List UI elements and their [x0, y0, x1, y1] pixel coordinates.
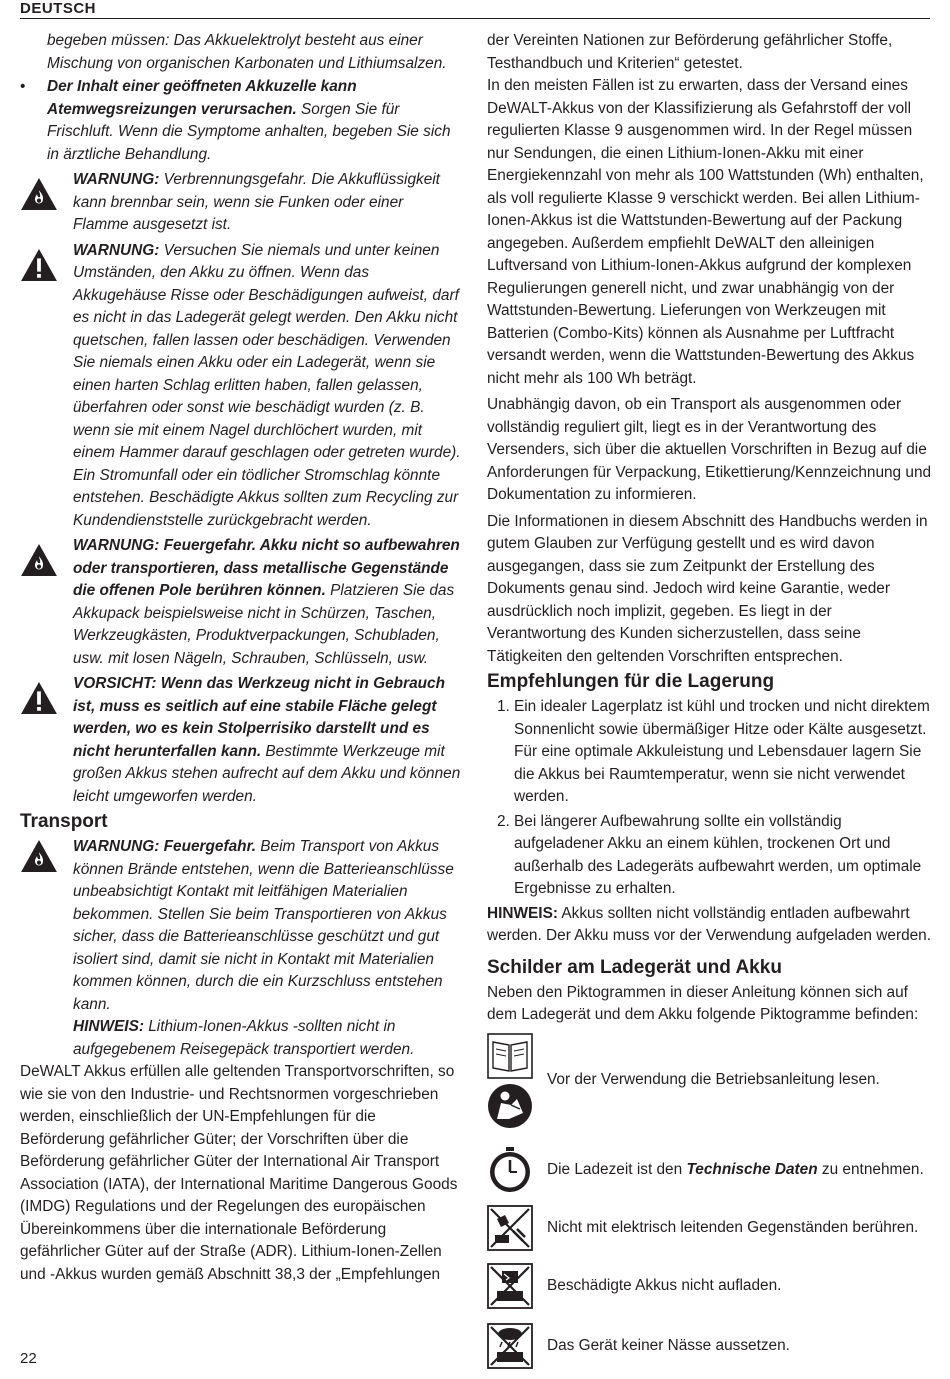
disclaimer-paragraph: Die Informationen in diesem Abschnitt des Handbuchs werden in gutem Glauben zur Verfügung gestellt und es wird davon ausgegangen, dass sie zum Zeitpunkt der Erstellung des Dokuments genau sind. Jedoch wird keine Garantie, weder ausdrücklich noch implizit, gegeben. Es liegt in der Verantwortung des Kunden sicherzustellen, dass seine Tätigkeiten den geltenden Vorschriften entsprechen.	[487, 512, 928, 665]
pictogram-no-touch-label: Nicht mit elektrisch leitenden Gegenständen berühren.	[547, 1218, 919, 1236]
pictogram-charge-label	[547, 1159, 924, 1182]
list-text: Ein idealer Lagerplatz ist kühl und trocken und nicht direktem Sonnenlicht sowie übermäßiger Hitze oder Kälte ausgesetzt. Für eine optimale Akkuleistung und Lebensdauer lagern Sie die Akkus bei Raumtemperatur, wenn sie nicht verwendet werden.	[514, 698, 930, 805]
warning-label: WARNUNG:	[73, 171, 160, 188]
note-body: Lithium-Ionen-Akkus -sollten nicht in aufgegebenem Reisegepäck transportiert werden.	[73, 1018, 415, 1058]
list-item	[487, 696, 932, 809]
bullet-rest: Sorgen Sie für Frischluft. Wenn die Symptome anhalten, begeben Sie sich in ärztliche Behandlung.	[47, 100, 451, 163]
caution-bold: VORSICHT: Wenn das Werkzeug nicht in Gebrauch ist, muss es seitlich auf eine stabile Fläche gelegt werden, wo es kein Stolperrisiko darstellt und es nicht herunterfallen kann.	[73, 675, 445, 760]
warning-general-1	[20, 240, 462, 533]
warning-fire-1-text	[73, 169, 462, 237]
pictogram-no-touch-row	[487, 1205, 932, 1263]
pictogram-manual-row	[487, 1033, 932, 1143]
pictogram-manual-label: Vor der Verwendung die Betriebsanleitung lesen.	[547, 1070, 880, 1088]
note-label: HINWEIS:	[73, 1018, 144, 1035]
warning-label: WARNUNG:	[73, 241, 160, 259]
fire-warning-icon	[20, 839, 58, 873]
stopwatch-icon	[487, 1147, 533, 1193]
warning-bold: WARNUNG: Feuergefahr.	[73, 838, 256, 855]
caution-body: Bestimmte Werkzeuge mit großen Akkus stehen aufrecht auf dem Akku und können leicht umgeworfen werden.	[73, 742, 461, 805]
pictogram-wet-row	[487, 1323, 932, 1379]
warning-body: Platzieren Sie das Akkupack beispielsweise nicht in Schürzen, Taschen, Werkzeugkästen, Produktverpackungen, Schubladen, usw. mit losen Nägeln, Schrauben, Schlüsseln, usw.	[73, 582, 455, 667]
language-label: DEUTSCH	[20, 0, 97, 17]
bullet-dot: •	[20, 78, 26, 95]
transport-note	[73, 1016, 462, 1061]
read-manual-icon	[487, 1083, 533, 1129]
bullet-bold: Der Inhalt einer geöffneten Akkuzelle kann Atemwegsreizungen verursachen.	[47, 78, 357, 118]
charge-text-bold: Technische Daten	[686, 1160, 818, 1178]
intro-continuation: begeben müssen: Das Akkuelektrolyt besteht aus einer Mischung von organischen Karbonaten und Lithiumsalzen.	[47, 32, 447, 72]
list-text: Bei längerer Aufbewahrung sollte ein vollständig aufgeladener Akku an einem kühlen, trockenen Ort und außerhalb des Ladegeräts aufbewahrt werden, um optimale Ergebnisse zu erhalten.	[514, 812, 922, 897]
pictogram-list	[487, 1033, 932, 1379]
storage-list	[487, 696, 932, 901]
charge-text-post: zu entnehmen.	[817, 1160, 924, 1178]
transport-paragraph: DeWALT Akkus erfüllen alle geltenden Transportvorschriften, so wie sie von den Industrie- und Rechtsnormen vorgeschrieben werden, einschließlich der UN-Empfehlungen für die Beförderung gefährlicher Güter; der Vorschriften über die Beförderung gefährlicher Güter der International Air Transport Association (IATA), der International Maritime Dangerous Goods (IMDG) Regulations und der Regelungen des europäischen Übereinkommens über die internationale Beförderung gefährlicher Güter auf der Straße (ADR). Lithium-Ionen-Zellen und -Akkus wurden gemäß Abschnitt 38,3 der „Empfehlungen	[20, 1063, 458, 1283]
storage-note	[487, 903, 932, 948]
caution-text	[73, 673, 462, 808]
exclamation-warning-icon	[20, 248, 58, 282]
note-label: HINWEIS:	[487, 904, 558, 922]
warning-fire-3	[20, 836, 462, 1061]
no-conductive-objects-icon	[487, 1205, 533, 1251]
warning-fire-1	[20, 169, 462, 237]
warning-fire-3-text	[73, 836, 462, 1016]
no-damaged-battery-icon	[487, 1263, 533, 1309]
right-column	[487, 30, 932, 1379]
no-moisture-icon	[487, 1323, 533, 1369]
fire-warning-icon	[20, 543, 58, 577]
storage-heading: Empfehlungen für die Lagerung	[487, 671, 775, 692]
pictogram-charge-row	[487, 1147, 932, 1205]
labels-heading: Schilder am Ladegerät und Akku	[487, 956, 782, 978]
pictogram-wet-label: Das Gerät keiner Nässe aussetzen.	[547, 1336, 790, 1354]
responsibility-paragraph: Unabhängig davon, ob ein Transport als ausgenommen oder vollständig reguliert gilt, liegt es in der Verantwortung des Versenders, sich über die aktuellen Vorschriften in Bezug auf die Anforderungen für Verpackung, Etikettierung/Kennzeichnung und Dokumentation zu informieren.	[487, 396, 932, 503]
bullet-item	[20, 76, 462, 166]
left-column	[20, 30, 462, 1286]
warning-fire-2-text	[73, 535, 462, 670]
open-book-icon	[487, 1033, 533, 1079]
warning-general-1-text	[73, 240, 462, 533]
warning-body: Verbrennungsgefahr. Die Akkuflüssigkeit kann brennbar sein, wenn sie Funken oder einer Flamme ausgesetzt ist.	[73, 171, 440, 233]
caution-general	[20, 673, 462, 808]
list-number: 1.	[497, 698, 510, 715]
pictogram-damaged-label: Beschädigte Akkus nicht aufladen.	[547, 1276, 782, 1294]
list-number: 2.	[497, 812, 510, 830]
page-number: 22	[20, 1350, 37, 1367]
exclamation-warning-icon	[20, 681, 58, 715]
labels-intro: Neben den Piktogrammen in dieser Anleitung können sich auf dem Ladegerät und dem Akku folgende Piktogramme befinden:	[487, 983, 919, 1023]
warning-body: Beim Transport von Akkus können Brände entstehen, wenn die Batterieanschlüsse unbeabsichtigt Kontakt mit leitfähigen Materialien bekommen. Stellen Sie beim Transportieren von Akkus sicher, dass die Batterieanschlüsse geschützt und gut isoliert sind, damit sie nicht in Kontakt mit Materialien kommen können, durch die ein Kurzschluss entstehen kann.	[73, 838, 454, 1013]
warning-fire-2	[20, 535, 462, 670]
continuation-text: der Vereinten Nationen zur Beförderung gefährlicher Stoffe, Testhandbuch und Kriterien“ getestet.	[487, 32, 893, 72]
page-header	[20, 0, 930, 19]
charge-text-pre: Die Ladezeit ist den	[547, 1160, 687, 1178]
pictogram-damaged-row	[487, 1263, 932, 1323]
fire-warning-icon	[20, 177, 58, 211]
note-body: Akkus sollten nicht vollständig entladen aufbewahrt werden. Der Akku muss vor der Verwendung aufgeladen werden.	[487, 904, 932, 944]
transport-heading: Transport	[20, 811, 108, 832]
shipping-paragraph: In den meisten Fällen ist zu erwarten, dass der Versand eines DeWALT-Akkus von der Klassifizierung als Gefahrstoff der voll regulierten Klasse 9 ausgenommen wird. In der Regel müssen nur Sendungen, die einen Lithium-Ionen-Akku mit einer Energiekennzahl von mehr als 100 Wattstunden (Wh) enthalten, als voll regulierte Klasse 9 verschickt werden. Bei allen Lithium-Ionen-Akkus ist die Wattstunden-Bewertung auf der Packung angegeben. Außerdem empfiehlt DeWALT den alleinigen Luftversand von Lithium-Ionen-Akkus aufgrund der komplexen Regulierungen generell nicht, und zwar unabhängig von der Wattstunden-Bewertung. Lieferungen von Werkzeugen mit Batterien (Combo-Kits) können als Ausnahme per Luftfracht versandt werden, wenn die Wattstunden-Bewertung des Akkus nicht mehr als 100 Wh beträgt.	[487, 77, 924, 387]
list-item	[487, 811, 932, 901]
warning-body: Versuchen Sie niemals und unter keinen Umständen, den Akku zu öffnen. Wenn das Akkugehäuse Risse oder Beschädigungen aufweist, darf es nicht in das Ladegerät gelegt werden. Den Akku nicht quetschen, fallen lassen oder beschädigen. Verwenden Sie niemals einen Akku oder ein Ladegerät, wenn sie einen harten Schlag erlitten haben, fallen gelassen, überfahren oder sonst wie beschädigt wurden (z. B. wenn sie mit einem Nagel durchlöchert wurden, mit einem Hammer darauf geschlagen oder getreten wurde). Ein Stromunfall oder ein tödlicher Stromschlag könnte entstehen. Beschädigte Akkus sollten zum Recycling zur Kundendienststelle zurückgebracht werden.	[73, 241, 461, 529]
warning-bold: WARNUNG: Feuergefahr. Akku nicht so aufbewahren oder transportieren, dass metallische Gegenstände die offenen Pole berühren können.	[73, 537, 460, 599]
